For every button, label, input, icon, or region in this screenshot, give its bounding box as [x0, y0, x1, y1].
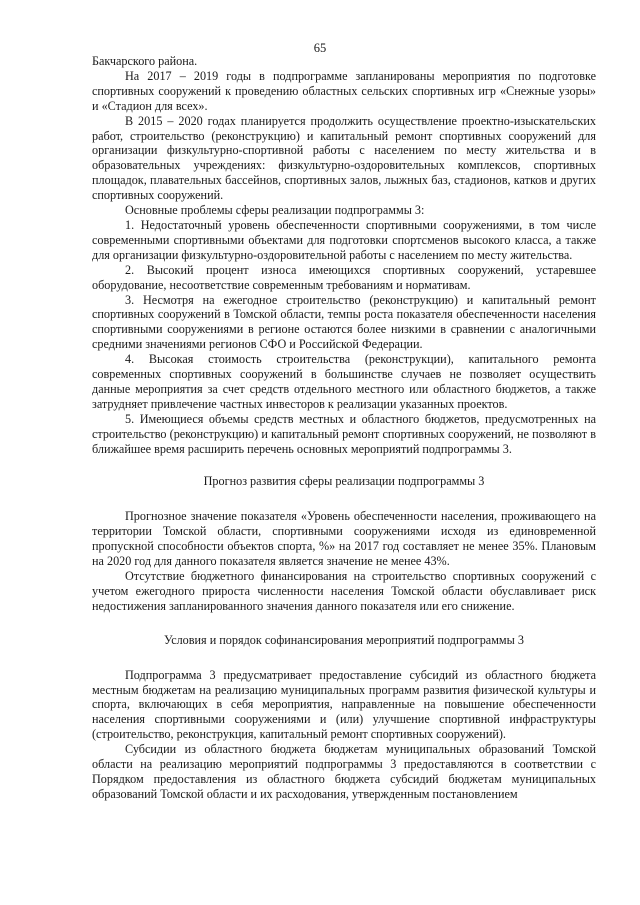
- paragraph: Отсутствие бюджетного финансирования на строительство спортивных сооружений с учетом ежегодного прироста численности населения Томской области обуславливает риск недостижения запланированного значения данного показателя или его снижение.: [92, 569, 596, 613]
- paragraph: Прогнозное значение показателя «Уровень обеспеченности населения, проживающего на территории Томской области, спортивными сооружениями исходя из единовременной пропускной способности объектов спорта, %» на 2017 год составляет не менее 35%. Плановым на 2020 год для данного показателя является значение не менее 43%.: [92, 509, 596, 569]
- list-item-problem-3: 3. Несмотря на ежегодное строительство (реконструкцию) и капитальный ремонт спортивных сооружений в Томской области, темпы роста показателя обеспеченности населения спортивными сооружениями в регионе остаются более низкими в сравнении с аналогичными средними значениями регионов СФО и Российской Федерации.: [92, 292, 596, 352]
- paragraph: На 2017 – 2019 годы в подпрограмме запланированы мероприятия по подготовке спортивных сооружений к проведению областных сельских спортивных игр «Снежные узоры» и «Стадион для всех».: [92, 68, 596, 113]
- section-heading-cofinancing: Условия и порядок софинансирования мероприятий подпрограммы 3: [164, 632, 524, 647]
- list-item-problem-4: 4. Высокая стоимость строительства (реконструкции), капитального ремонта современных спортивных сооружений в большинстве случаев не позволяет осуществить данные мероприятия за счет средств отдельного местного или областного бюджетов, а также затрудняет привлечение частных инвесторов к реализации указанных проектов.: [92, 352, 596, 411]
- section-heading-forecast: Прогноз развития сферы реализации подпрограммы 3: [203, 474, 485, 489]
- paragraph-continuation: Бакчарского района.: [92, 54, 198, 68]
- list-item-problem-2: 2. Высокий процент износа имеющихся спортивных сооружений, устаревшее оборудование, несоответствие современным требованиям и нормативам.: [92, 262, 596, 292]
- list-item-problem-5: 5. Имеющиеся объемы средств местных и областного бюджетов, предусмотренных на строительство (реконструкцию) и капитальный ремонт спортивных сооружений, не позволяют в ближайшее время расширить перечень основных мероприятий подпрограммы 3.: [92, 411, 596, 456]
- paragraph: Субсидии из областного бюджета бюджетам муниципальных образований Томской области на реализацию мероприятий подпрограммы 3 предоставляются в соответствии с Порядком предоставления из областного бюджета субсидий бюджетам муниципальных образований Томской области и их расходования, утвержденным постановлением: [92, 742, 596, 801]
- paragraph: В 2015 – 2020 годах планируется продолжить осуществление проектно-изыскательских работ, строительство (реконструкцию) и капитальный ремонт спортивных сооружений для организации физкультурно-спортивной работы с населением по месту жительства и в образовательных учреждениях: физкультурно-оздоровительных комплексов, спортивных площадок, плавательных бассейнов, спортивных залов, лыжных баз, стадионов, катков и других спортивных сооружений.: [92, 113, 596, 203]
- list-item-problem-1: 1. Недостаточный уровень обеспеченности спортивными сооружениями, в том числе современными спортивными объектами для подготовки спортсменов высокого класса, а также для организации физкультурно-оздоровительной работы с населением по месту жительства.: [92, 217, 596, 262]
- paragraph: Основные проблемы сферы реализации подпрограммы 3:: [125, 203, 425, 218]
- document-body: [92, 54, 596, 802]
- page-number: 65: [313, 41, 327, 55]
- paragraph: Подпрограмма 3 предусматривает предоставление субсидий из областного бюджета местным бюджетам на реализацию муниципальных программ развития физической культуры и спорта, включающих в себя мероприятия, направленные на повышение обеспеченности населения спортивными сооружениями и (или) улучшение спортивной инфраструктуры (строительство, реконструкция, капитальный ремонт спортивных сооружений).: [92, 667, 596, 742]
